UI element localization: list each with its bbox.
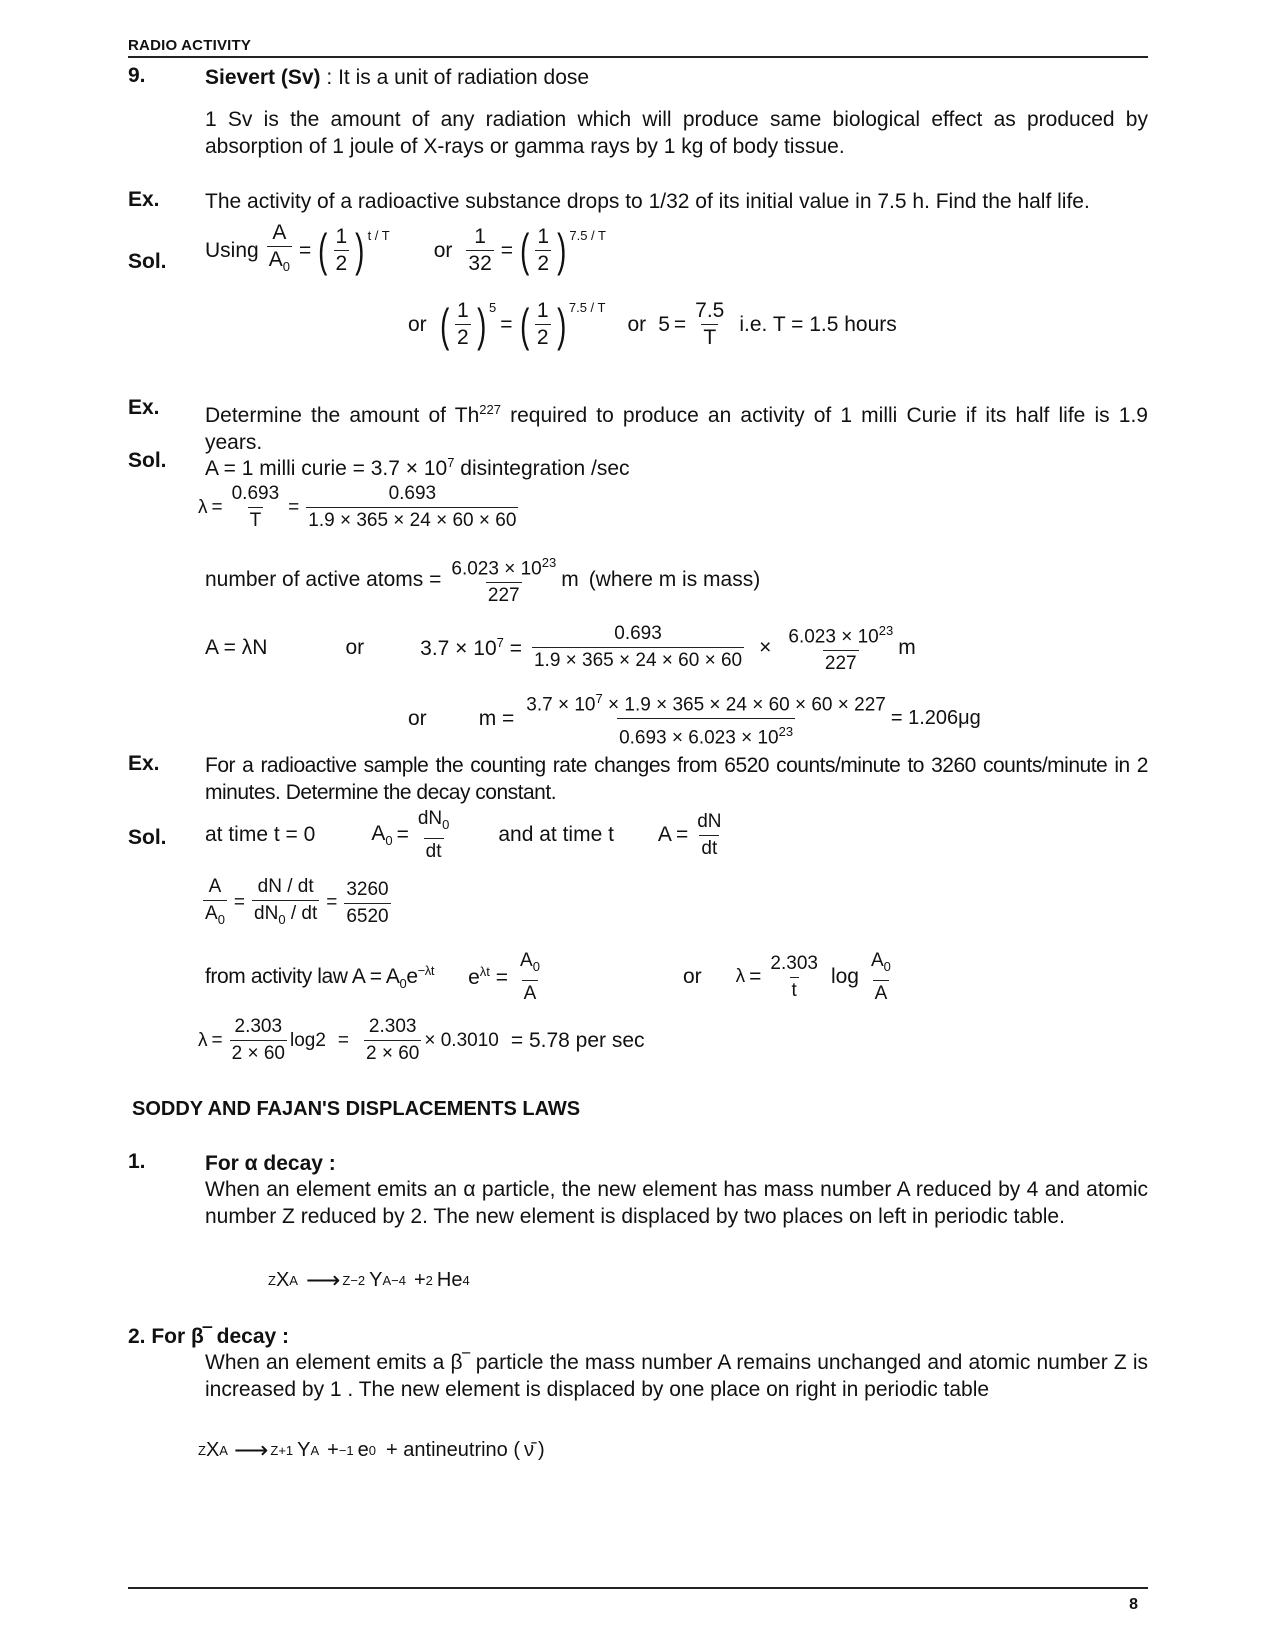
or-text: or [408,706,427,730]
example-label: Ex. [128,396,160,419]
plus: + [413,1269,426,1291]
time-t-text: and at time t [498,823,614,847]
equation-activity [205,620,916,675]
section-heading: SODDY AND FAJAN'S DISPLACEMENTS LAWS [132,1098,581,1120]
numerator: 1 [457,299,469,322]
alpha-decay-text: When an element emits an α particle, the new element has mass number A reduced by 4 and atomic number Z reduced by 2. The new element is displaced by two places on left in periodic table. [205,1178,1148,1228]
A0: A [371,822,386,846]
exponent: 7 [595,691,603,706]
denominator: A [873,980,890,1005]
numerator: 1 [537,224,550,248]
daughter-element: Y [297,1439,311,1461]
denominator: 6520 [344,903,390,928]
example-label: Ex. [128,752,160,775]
numerator: 2.303 [770,952,818,974]
activity-conversion [205,449,1148,482]
daughter-element: Y [369,1269,383,1291]
exponent: 23 [541,555,557,570]
section-number: 9. [128,64,146,87]
decay-constant-result: = 5.78 per sec [510,1028,645,1052]
law-number: 1. [128,1150,146,1173]
equation-initial-activity: at time t = 0 $A_0$ = $\frac{dN_0}{dt}$ and at time t A = $\frac{dN}{dt}$ [205,808,722,862]
lambda-symbol: λ [735,966,746,988]
numerator: 6.023 × 10 [451,558,542,580]
A: A [657,823,672,847]
denominator: 2 [536,326,549,349]
times-log-value: × 0.3010 [424,1029,499,1051]
exponent: 7.5 / T [568,300,606,315]
denominator: t [790,977,799,1002]
numerator: dN / dt [257,876,314,897]
document-page [128,0,1148,1650]
activity-law-text: from activity law A = A [205,965,400,989]
denominator: 227 [823,650,859,675]
example-label: Ex. [128,188,160,211]
denominator: 2 [457,326,469,349]
sievert-definition: 1 Sv is the amount of any radiation which will produce same biological effect as produced by absorption of 1 joule of X-rays or gamma rays by 1 kg of body tissue. [205,108,1148,158]
lambda-symbol: λ [198,1029,208,1051]
mass-number: A−4 [382,1273,406,1288]
lhs: 3.7 × 10 [420,636,497,660]
numerator: 2.303 [368,1016,417,1037]
exponent: 23 [878,623,894,638]
equation-decay-law: Using $\frac{A}{A_0}$ = ( $\frac{1}{2}$ ) $^{t / T}$ or $\frac{1}{32}$ = ( $\frac{1}{2}$ ) $^{7.5 / T}$ [205,222,606,278]
subscript: 0 [282,259,290,275]
equation-lambda: λ = $\frac{0.693}{T}$ = $\frac{0.693}{1.9 \times 365 \times 24 \times 60 \times 60}$ [198,483,517,531]
using-text: Using [205,238,259,262]
time-zero-text: at time t = 0 [205,823,316,847]
numerator: 2.303 [234,1016,283,1037]
mass-symbol: m [898,635,916,659]
denominator: A [522,980,539,1005]
alpha-decay-equation [268,1266,470,1295]
equation-activity-law: from activity law $A = A_0e^{-\lambda t}$ $e^{\lambda t}$ = $\frac{A_0}{A}$ or λ = $\frac{2.303}{t}$ log $\frac{A_0}{A}$ [205,950,891,1004]
parent-element: X [205,1439,220,1461]
page-number: 8 [1129,1596,1138,1613]
numerator: 0.693 [231,483,280,504]
numerator: 3.7 × 10 [526,694,596,716]
numerator: A [208,876,222,897]
footer-rule [128,1587,1148,1589]
atoms-label: number of active atoms = [205,567,442,591]
equation-lambda-result: λ = $\frac{2.303}{2 \times 60}$ log2 = $\frac{2.303}{2 \times 60}$ × 0.3010 = 5.78 per sec [198,1016,645,1064]
equals: = [503,636,522,660]
or-text: or [433,238,453,262]
denominator: dN [254,903,279,924]
exponent: 5 [489,300,497,315]
beta-decay-title: 2. For β‾ decay : [128,1325,290,1348]
atomic-number: Z [268,1273,276,1288]
header-rule [128,56,1148,58]
exponent: 7 [496,634,504,650]
numerator: 1 [536,299,549,322]
close-paren: ) [538,1439,545,1461]
numerator: A [870,950,884,971]
numerator: 1 [335,224,348,248]
denominator: 2 × 60 [230,1040,287,1065]
sievert-term-desc: : It is a unit of radiation dose [320,66,590,89]
denominator: 32 [468,251,492,275]
example-question [205,396,1148,456]
parent-element: X [275,1269,290,1291]
denominator: 1.9 × 365 × 24 × 60 × 60 [306,507,518,532]
atomic-number: Z [198,1443,206,1458]
numerator: dN [697,810,722,832]
subscript: 0 [442,816,450,832]
or-text: or [408,312,427,336]
atomic-number: Z+1 [270,1443,294,1458]
lambda-symbol: λ [198,496,208,518]
exponent: λt [479,964,490,980]
subscript: 0 [278,911,286,927]
mass-number: 4 [462,1273,470,1288]
mass-equals: m = [478,706,515,730]
mass-number: 0 [368,1443,377,1458]
equation-solve-half-life: or ( $\frac{1}{2}$ ) $^5$ = ( $\frac{1}{2}$ ) $^{7.5 / T}$ or 5 = $\frac{7.5}{T}$ i.e. T = 1.5 hours [408,298,897,351]
half-life-result: i.e. T = 1.5 hours [739,312,897,336]
solution-label: Sol. [128,449,167,472]
or-text: or [627,312,647,336]
subscript: 0 [385,833,393,849]
denominator: dt [424,838,444,863]
denominator: A [268,248,283,271]
e: e [406,965,418,989]
numerator: A [520,950,533,971]
denominator: 2 [335,251,348,275]
denominator: 1.9 × 365 × 24 × 60 × 60 [532,647,744,672]
numerator: 0.693 [388,483,437,504]
text: disintegration /sec [454,457,630,480]
or-text: or [345,635,365,659]
beta-decay-text: When an element emits a β‾ particle the mass number A remains unchanged and atomic number Z is increased by 1 . The new element is displaced by one place on right in periodic table [205,1351,1148,1401]
question-text: required to produce an activity of 1 milli Curie if its half life is 1.9 years. [205,404,1148,454]
activity-relation: A = λN [205,635,268,659]
times-sign: × [759,635,772,659]
denominator: A [205,903,218,924]
five: 5 [658,312,670,336]
exponent: 7 [447,455,455,470]
or-text: or [682,965,702,989]
equation-active-atoms [205,552,760,607]
sievert-term: Sievert (Sv) [205,66,321,89]
example-question: For a radioactive sample the counting rate changes from 6520 counts/minute to 3260 counts/minute in 2 minutes. Determine the decay constant. [205,754,1148,804]
electron: e [357,1439,369,1461]
numerator: A [272,221,287,244]
mass-number: A [310,1443,320,1458]
text: A = 1 milli curie = 3.7 × 10 [205,457,448,480]
subscript: 0 [399,976,407,992]
question-text: Determine the amount of Th [205,404,480,427]
denominator: 0.693 × 6.023 × 10 [619,727,779,749]
log-text: log [830,965,859,989]
arrow-icon: ⟶ [233,1437,269,1464]
exponent: 7.5 / T [569,228,606,243]
numerator: 0.693 [614,623,662,645]
exponent: −λt [417,963,435,979]
denominator: T [248,507,264,532]
solution-label: Sol. [128,826,167,849]
alpha-decay-title: For α decay : [205,1152,336,1175]
numerator: 3260 [346,878,389,900]
mass-number: A [289,1273,298,1288]
denominator: 2 × 60 [364,1040,421,1065]
e: e [468,966,480,990]
sievert-heading [205,64,1148,91]
mass-answer: = 1.206μg [890,707,981,730]
exponent: 23 [778,724,794,740]
mass-number: 227 [479,402,501,417]
beta-decay-equation [198,1436,545,1465]
subscript: 0 [217,911,225,927]
mass-note: (where m is mass) [588,567,761,591]
numerator: × 1.9 × 365 × 24 × 60 × 60 × 227 [602,694,886,716]
numerator: dN [417,808,443,829]
equals: = [489,966,509,990]
solution-label: Sol. [128,250,167,273]
denominator: T [703,326,717,349]
atomic-number: 2 [425,1273,433,1288]
helium: He [436,1269,463,1291]
mass-symbol: m [561,567,579,591]
charge-number: −1 [338,1443,354,1458]
equation-mass [408,688,981,750]
equation-ratio: $\frac{A}{A_0}$ = $\frac{dN / dt}{dN_0 / dt}$ = $\frac{3260}{6520}$ [200,876,394,931]
example-question: The activity of a radioactive substance drops to 1/32 of its initial value in 7.5 h. Find the half life. [205,190,1090,213]
denominator: dt [699,835,719,860]
antineutrino-text: + antineutrino ( [386,1439,521,1461]
denominator: / dt [285,903,318,924]
arrow-icon: ⟶ [305,1267,341,1294]
log2-text: log2 [289,1029,326,1051]
mass-number: A [219,1443,228,1458]
numerator: 1 [474,224,486,248]
running-header: RADIO ACTIVITY [128,37,252,54]
numerator: 6.023 × 10 [788,626,879,648]
antineutrino-symbol: ν̄ [524,1439,535,1461]
atomic-number: Z−2 [342,1273,366,1288]
numerator: 7.5 [695,299,725,322]
denominator: 227 [486,582,522,607]
exponent: t / T [367,228,390,243]
subscript: 0 [883,958,891,974]
denominator: 2 [537,251,550,275]
plus: + [327,1439,339,1461]
subscript: 0 [532,958,540,974]
